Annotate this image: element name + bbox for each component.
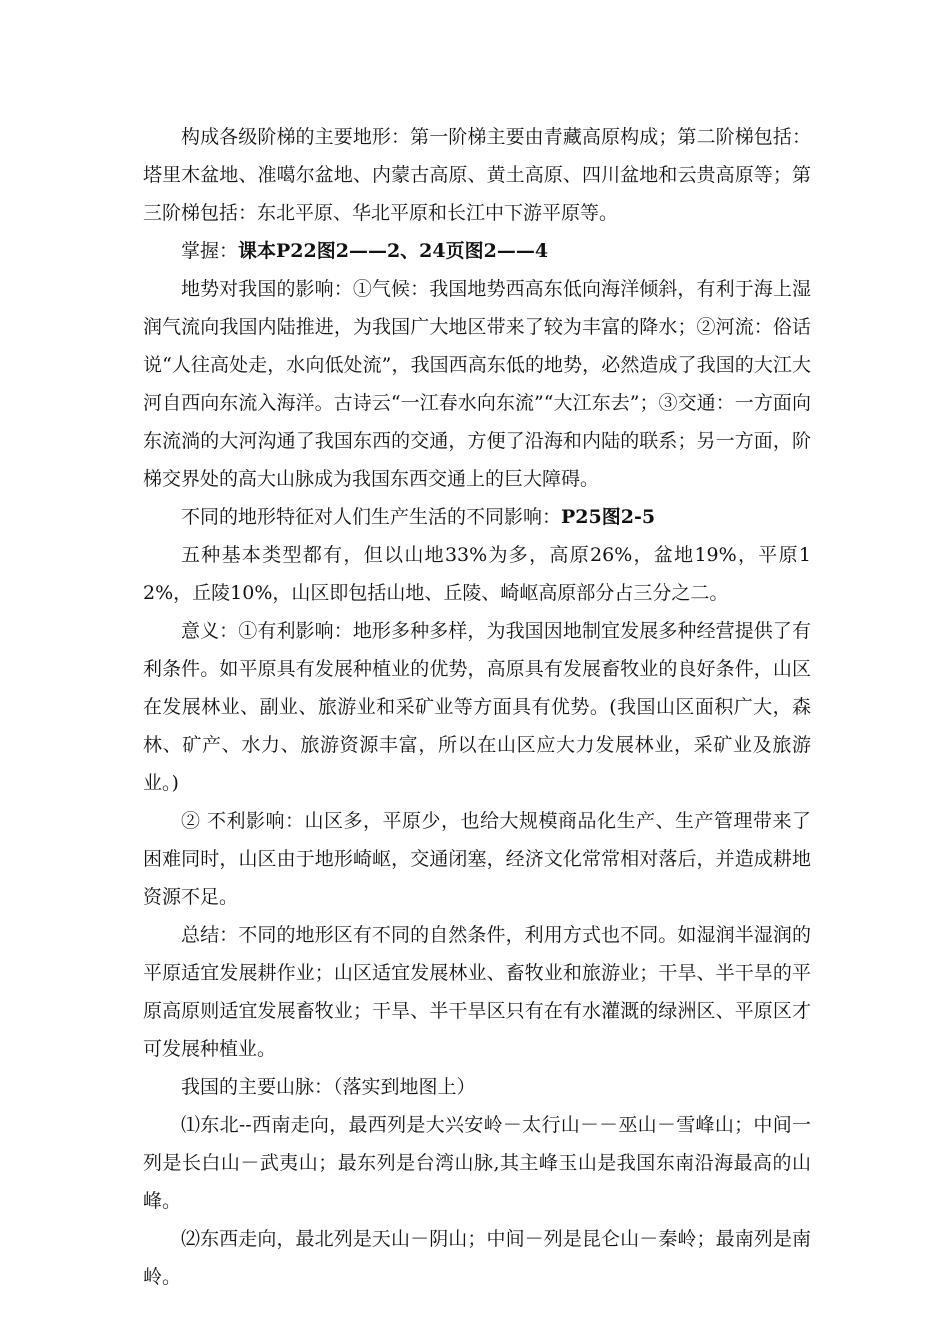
textbook-reference: 课本P22图2——2、24页图2——4 xyxy=(238,240,549,262)
paragraph-e-w-mountains: ⑵东西走向，最北列是天山－阴山；中间－列是昆仑山－秦岭；最南列是南岭。 xyxy=(143,1228,811,1288)
paragraph-mountains-heading: 我国的主要山脉：（落实到地图上） xyxy=(181,1076,476,1098)
figure-reference: P25图2-5 xyxy=(561,506,656,528)
paragraph-label: 不同的地形特征对人们生产生活的不同影响： xyxy=(181,506,562,528)
paragraph-terrain-influence: 地势对我国的影响：①气候：我国地势西高东低向海洋倾斜，有利于海上湿润气流向我国内陆推进，为我国广大地区带来了较为丰富的降水；②河流：俗话说“人往高处走，水向低处流”，我国西高东低的地势，必然造成了我国的大江大河自西向东流入海洋。古诗云“一江春水向东流”“大江东去”；③交通：一方面向东流淌的大河沟通了我国东西的交通，方便了沿海和内陆的联系；另一方面，阶梯交界处的高大山脉成为我国东西交通上的巨大障碍。 xyxy=(143,278,811,490)
paragraph-summary: 总结：不同的地形区有不同的自然条件，利用方式也不同。如湿润半湿润的平原适宜发展耕作业；山区适宜发展林业、畜牧业和旅游业；干旱、半干旱的平原高原则适宜发展畜牧业；干旱、半干旱区只有在有水灌溉的绿洲区、平原区才可发展种植业。 xyxy=(143,924,811,1060)
paragraph-significance: 意义：①有利影响：地形多种多样，为我国因地制宜发展多种经营提供了有利条件。如平原具有发展种植业的优势，高原具有发展畜牧业的良好条件，山区在发展林业、副业、旅游业和采矿业等方面具有优势。(我国山区面积广大，森林、矿产、水力、旅游资源丰富，所以在山区应大力发展林业，采矿业及旅游业。) xyxy=(143,620,811,794)
paragraph-disadvantages: ② 不利影响：山区多，平原少，也给大规模商品化生产、生产管理带来了困难同时，山区由于地形崎岖，交通闭塞，经济文化常常相对落后，并造成耕地资源不足。 xyxy=(143,810,811,908)
paragraph-ne-sw-mountains: ⑴东北--西南走向，最西列是大兴安岭－太行山－－巫山－雪峰山；中间一列是长白山－武夷山；最东列是台湾山脉,其主峰玉山是我国东南沿海最高的山峰。 xyxy=(143,1114,811,1212)
paragraph-terrain-life xyxy=(143,498,811,536)
paragraph-terrain-steps: 构成各级阶梯的主要地形：第一阶梯主要由青藏高原构成；第二阶梯包括：塔里木盆地、准噶尔盆地、内蒙古高原、黄土高原、四川盆地和云贵高原等；第三阶梯包括：东北平原、华北平原和长江中下游平原等。 xyxy=(143,126,811,224)
document-body xyxy=(143,118,811,1296)
paragraph-master-textbook xyxy=(143,232,811,270)
paragraph-terrain-types: 五种基本类型都有，但以山地33%为多，高原26%，盆地19%，平原12%，丘陵10%，山区即包括山地、丘陵、崎岖高原部分占三分之二。 xyxy=(143,544,811,604)
paragraph-label: 掌握： xyxy=(181,240,239,262)
